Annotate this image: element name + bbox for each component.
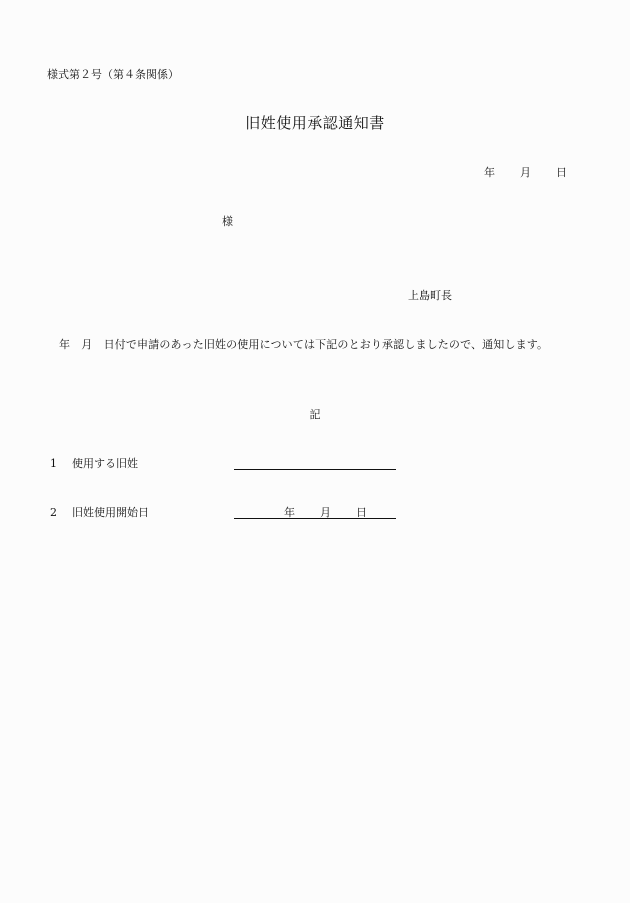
item-2-date	[284, 507, 367, 518]
body-text: 年 月 日付で申請のあった旧姓の使用については下記のとおり承認しましたので、通知します。	[59, 338, 549, 351]
item-2-year: 年	[284, 506, 295, 519]
item-1-label: 使用する旧姓	[72, 457, 138, 470]
form-number: 様式第２号（第４条関係）	[47, 68, 179, 81]
ki-heading: 記	[309, 408, 321, 421]
item-2-day: 日	[356, 506, 367, 519]
issue-date	[484, 167, 567, 178]
date-month: 月	[520, 166, 531, 179]
date-day: 日	[556, 166, 567, 179]
addressee-suffix: 様	[222, 215, 233, 228]
document-title: 旧姓使用承認通知書	[245, 114, 385, 132]
issuer-name: 上島町長	[408, 289, 452, 302]
item-1-value-line	[234, 456, 396, 470]
item-2-month: 月	[320, 506, 331, 519]
item-1-number: 1	[50, 457, 57, 470]
item-2-number: 2	[50, 506, 57, 519]
date-year: 年	[484, 166, 495, 179]
item-2-label: 旧姓使用開始日	[72, 506, 149, 519]
